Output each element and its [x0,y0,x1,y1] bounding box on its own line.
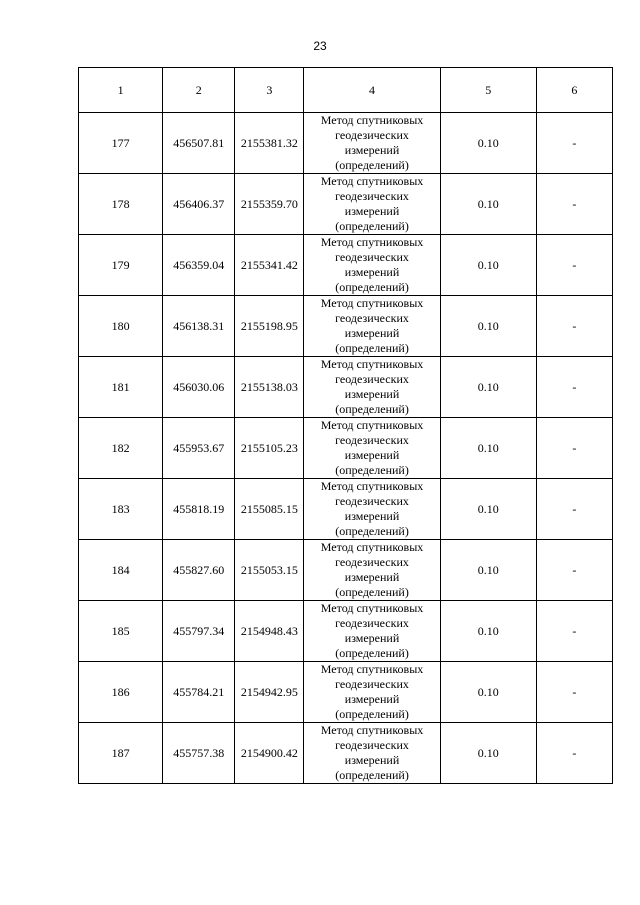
accuracy-cell: 0.10 [440,479,536,540]
method-line: измерений [344,570,400,584]
accuracy-cell: 0.10 [440,296,536,357]
method-line: измерений [344,448,400,462]
y-coordinate-cell: 2155105.23 [235,418,304,479]
table-row [79,235,613,296]
method-line: измерений [344,265,400,279]
method-cell [304,357,440,418]
coordinates-table [78,67,613,784]
table-row [79,357,613,418]
note-cell: - [536,174,612,235]
method-line: (определений) [335,219,409,233]
point-number-cell: 177 [79,113,163,174]
table-body [79,113,613,784]
table-row [79,113,613,174]
point-number-cell: 184 [79,540,163,601]
x-coordinate-cell: 455757.38 [163,723,235,784]
method-line: измерений [344,326,400,340]
method-line: (определений) [335,341,409,355]
note-cell: - [536,540,612,601]
x-coordinate-cell: 456138.31 [163,296,235,357]
point-number-cell: 180 [79,296,163,357]
accuracy-cell: 0.10 [440,357,536,418]
accuracy-cell: 0.10 [440,418,536,479]
accuracy-cell: 0.10 [440,235,536,296]
method-line: (определений) [335,646,409,660]
method-cell [304,296,440,357]
method-cell [304,540,440,601]
note-cell: - [536,113,612,174]
accuracy-cell: 0.10 [440,113,536,174]
method-line: Метод спутниковых [320,296,424,310]
method-cell [304,723,440,784]
method-line: геодезических [335,311,409,325]
method-line: Метод спутниковых [320,174,424,188]
y-coordinate-cell: 2155359.70 [235,174,304,235]
method-line: геодезических [335,433,409,447]
note-cell: - [536,296,612,357]
method-line: геодезических [335,738,409,752]
method-line: Метод спутниковых [320,418,424,432]
x-coordinate-cell: 455827.60 [163,540,235,601]
point-number-cell: 182 [79,418,163,479]
method-line: геодезических [335,128,409,142]
method-line: геодезических [335,189,409,203]
method-cell [304,418,440,479]
method-line: геодезических [335,616,409,630]
method-cell [304,479,440,540]
method-line: геодезических [335,677,409,691]
x-coordinate-cell: 455953.67 [163,418,235,479]
point-number-cell: 187 [79,723,163,784]
table-row [79,296,613,357]
method-line: геодезических [335,372,409,386]
method-line: измерений [344,692,400,706]
note-cell: - [536,235,612,296]
x-coordinate-cell: 455784.21 [163,662,235,723]
method-line: (определений) [335,402,409,416]
y-coordinate-cell: 2155138.03 [235,357,304,418]
column-header: 1 [79,68,163,113]
point-number-cell: 185 [79,601,163,662]
accuracy-cell: 0.10 [440,540,536,601]
method-line: измерений [344,631,400,645]
note-cell: - [536,601,612,662]
table-row [79,662,613,723]
method-cell [304,235,440,296]
x-coordinate-cell: 456359.04 [163,235,235,296]
method-line: измерений [344,509,400,523]
method-line: геодезических [335,555,409,569]
y-coordinate-cell: 2154948.43 [235,601,304,662]
y-coordinate-cell: 2155053.15 [235,540,304,601]
method-cell [304,662,440,723]
y-coordinate-cell: 2155085.15 [235,479,304,540]
method-line: Метод спутниковых [320,113,424,127]
method-line: Метод спутниковых [320,601,424,615]
method-line: (определений) [335,707,409,721]
y-coordinate-cell: 2155198.95 [235,296,304,357]
table-row [79,479,613,540]
method-line: (определений) [335,585,409,599]
method-line: (определений) [335,280,409,294]
table-row [79,601,613,662]
point-number-cell: 186 [79,662,163,723]
x-coordinate-cell: 456030.06 [163,357,235,418]
method-cell [304,601,440,662]
table-header-row [79,68,613,113]
column-header: 5 [440,68,536,113]
x-coordinate-cell: 455797.34 [163,601,235,662]
table-row [79,418,613,479]
method-line: Метод спутниковых [320,357,424,371]
y-coordinate-cell: 2155381.32 [235,113,304,174]
column-header: 2 [163,68,235,113]
column-header: 4 [304,68,440,113]
note-cell: - [536,357,612,418]
y-coordinate-cell: 2154900.42 [235,723,304,784]
x-coordinate-cell: 455818.19 [163,479,235,540]
method-line: измерений [344,143,400,157]
table-row [79,540,613,601]
point-number-cell: 179 [79,235,163,296]
page-number: 23 [313,39,327,53]
accuracy-cell: 0.10 [440,174,536,235]
x-coordinate-cell: 456406.37 [163,174,235,235]
method-cell [304,174,440,235]
note-cell: - [536,418,612,479]
method-line: геодезических [335,250,409,264]
method-line: (определений) [335,463,409,477]
accuracy-cell: 0.10 [440,662,536,723]
method-line: Метод спутниковых [320,662,424,676]
method-line: (определений) [335,524,409,538]
method-line: измерений [344,387,400,401]
y-coordinate-cell: 2154942.95 [235,662,304,723]
method-line: измерений [344,753,400,767]
point-number-cell: 178 [79,174,163,235]
method-line: Метод спутниковых [320,235,424,249]
table-row [79,723,613,784]
column-header: 3 [235,68,304,113]
x-coordinate-cell: 456507.81 [163,113,235,174]
y-coordinate-cell: 2155341.42 [235,235,304,296]
method-cell [304,113,440,174]
method-line: (определений) [335,158,409,172]
accuracy-cell: 0.10 [440,601,536,662]
method-line: геодезических [335,494,409,508]
method-line: Метод спутниковых [320,723,424,737]
point-number-cell: 181 [79,357,163,418]
accuracy-cell: 0.10 [440,723,536,784]
note-cell: - [536,662,612,723]
method-line: (определений) [335,768,409,782]
note-cell: - [536,479,612,540]
column-header: 6 [536,68,612,113]
table-row [79,174,613,235]
method-line: измерений [344,204,400,218]
point-number-cell: 183 [79,479,163,540]
method-line: Метод спутниковых [320,479,424,493]
method-line: Метод спутниковых [320,540,424,554]
note-cell: - [536,723,612,784]
